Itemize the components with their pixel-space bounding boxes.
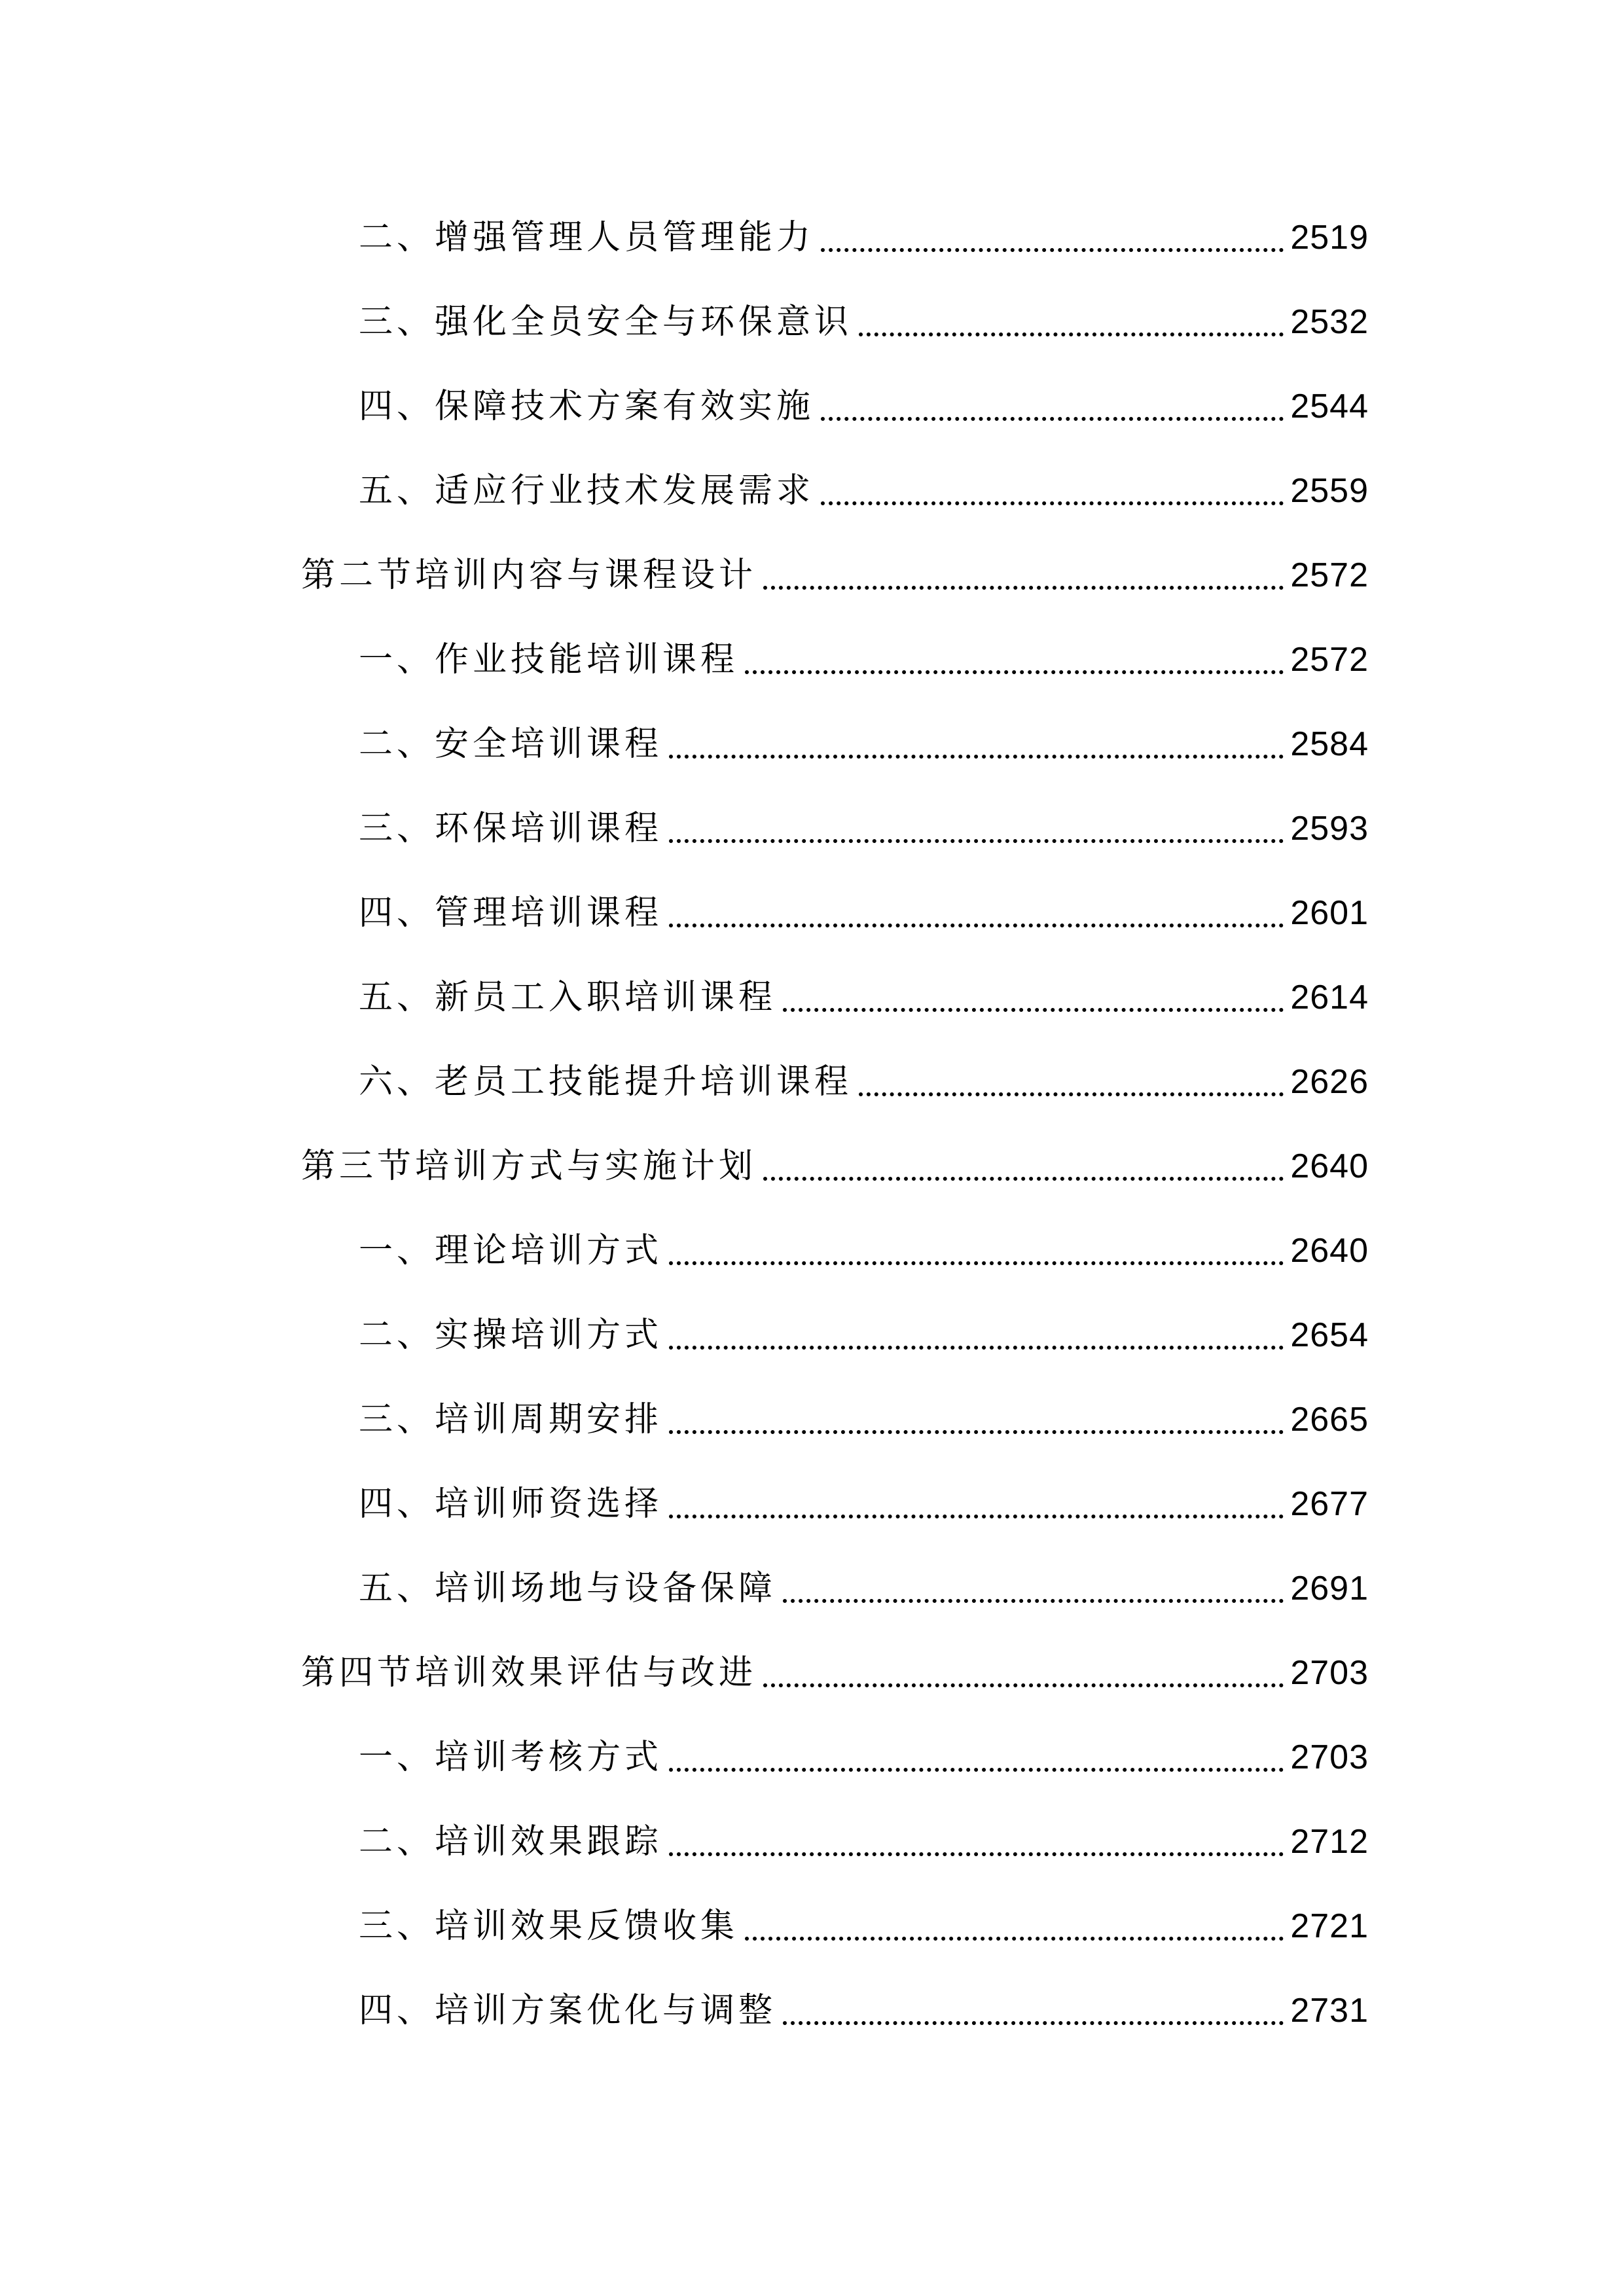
toc-entry-title: 第二节培训内容与课程设计 xyxy=(301,556,757,595)
toc-entry[interactable] xyxy=(359,1984,1369,2037)
toc-entry[interactable] xyxy=(359,1900,1369,1952)
toc-section-heading[interactable] xyxy=(301,1647,1369,1699)
toc-entry[interactable] xyxy=(359,971,1369,1024)
toc-page-number: 2721 xyxy=(1290,1907,1369,1945)
toc-dot-leader xyxy=(669,1768,1284,1772)
toc-page-number: 2626 xyxy=(1290,1063,1369,1101)
toc-page-number: 2665 xyxy=(1290,1401,1369,1439)
toc-entry-title: 一、培训考核方式 xyxy=(359,1738,663,1777)
toc-dot-leader xyxy=(821,501,1284,505)
toc-entry[interactable] xyxy=(359,1309,1369,1361)
toc-page-number: 2601 xyxy=(1290,894,1369,932)
toc-entry-title: 五、适应行业技术发展需求 xyxy=(359,471,815,511)
toc-dot-leader xyxy=(783,1599,1284,1603)
toc-page-number: 2703 xyxy=(1290,1654,1369,1692)
toc-entry-title: 五、培训场地与设备保障 xyxy=(359,1569,777,1608)
toc-dot-leader xyxy=(859,332,1284,336)
toc-entry-title: 一、理论培训方式 xyxy=(359,1231,663,1270)
toc-dot-leader xyxy=(821,417,1284,421)
toc-page-number: 2544 xyxy=(1290,387,1369,425)
toc-page-number: 2559 xyxy=(1290,472,1369,510)
toc-entry-title: 第四节培训效果评估与改进 xyxy=(301,1653,757,1693)
toc-entry-title: 六、老员工技能提升培训课程 xyxy=(359,1062,853,1102)
toc-page-number: 2584 xyxy=(1290,725,1369,763)
toc-dot-leader xyxy=(669,755,1284,759)
toc-page-number: 2731 xyxy=(1290,1992,1369,2030)
toc-dot-leader xyxy=(669,924,1284,927)
toc-dot-leader xyxy=(859,1092,1284,1096)
toc-entry[interactable] xyxy=(359,1731,1369,1784)
toc-entry-title: 二、实操培训方式 xyxy=(359,1316,663,1355)
toc-entry[interactable] xyxy=(359,296,1369,348)
toc-entry[interactable] xyxy=(359,211,1369,264)
toc-page-number: 2640 xyxy=(1290,1147,1369,1185)
toc-dot-leader xyxy=(669,1346,1284,1350)
toc-entry-title: 二、培训效果跟踪 xyxy=(359,1822,663,1861)
toc-dot-leader xyxy=(763,1177,1284,1181)
toc-dot-leader xyxy=(669,1515,1284,1518)
toc-page-number: 2712 xyxy=(1290,1823,1369,1861)
toc-entry-title: 三、强化全员安全与环保意识 xyxy=(359,302,853,342)
toc-entry[interactable] xyxy=(359,718,1369,770)
toc-dot-leader xyxy=(745,670,1284,674)
toc-entry[interactable] xyxy=(359,1393,1369,1446)
toc-dot-leader xyxy=(745,1937,1284,1941)
toc-entry[interactable] xyxy=(359,1478,1369,1530)
toc-entry[interactable] xyxy=(359,1225,1369,1277)
toc-page-number: 2677 xyxy=(1290,1485,1369,1523)
toc-page-number: 2572 xyxy=(1290,641,1369,679)
toc-page-number: 2691 xyxy=(1290,1570,1369,1607)
toc-entry-title: 第三节培训方式与实施计划 xyxy=(301,1147,757,1186)
toc-entry-title: 四、培训师资选择 xyxy=(359,1484,663,1524)
toc-dot-leader xyxy=(669,839,1284,843)
toc-entry[interactable] xyxy=(359,1056,1369,1108)
toc-entry-title: 五、新员工入职培训课程 xyxy=(359,978,777,1017)
toc-entry[interactable] xyxy=(359,1816,1369,1868)
toc-dot-leader xyxy=(783,2021,1284,2025)
toc-section-heading[interactable] xyxy=(301,549,1369,601)
toc-entry-title: 四、保障技术方案有效实施 xyxy=(359,387,815,426)
toc-entry[interactable] xyxy=(359,802,1369,855)
toc-entry[interactable] xyxy=(359,380,1369,433)
toc-entry-title: 二、安全培训课程 xyxy=(359,725,663,764)
toc-dot-leader xyxy=(669,1430,1284,1434)
toc-entry-title: 三、培训效果反馈收集 xyxy=(359,1907,739,1946)
toc-entry-title: 四、管理培训课程 xyxy=(359,893,663,933)
toc-section-heading[interactable] xyxy=(301,1140,1369,1193)
toc-entry[interactable] xyxy=(359,465,1369,517)
toc-entry-title: 一、作业技能培训课程 xyxy=(359,640,739,679)
toc-dot-leader xyxy=(821,248,1284,252)
toc-entry-title: 二、增强管理人员管理能力 xyxy=(359,218,815,257)
toc-entry-title: 四、培训方案优化与调整 xyxy=(359,1991,777,2030)
toc-entry[interactable] xyxy=(359,634,1369,686)
toc-page-number: 2572 xyxy=(1290,556,1369,594)
toc-page-number: 2703 xyxy=(1290,1738,1369,1776)
toc-entry-title: 三、培训周期安排 xyxy=(359,1400,663,1439)
toc-page-number: 2640 xyxy=(1290,1232,1369,1270)
toc-dot-leader xyxy=(783,1008,1284,1012)
toc-page-number: 2519 xyxy=(1290,219,1369,257)
toc-dot-leader xyxy=(669,1852,1284,1856)
toc-entry-title: 三、环保培训课程 xyxy=(359,809,663,848)
toc-page-number: 2654 xyxy=(1290,1316,1369,1354)
toc-entry[interactable] xyxy=(359,887,1369,939)
toc-dot-leader xyxy=(669,1261,1284,1265)
toc-page-number: 2532 xyxy=(1290,303,1369,341)
toc-dot-leader xyxy=(763,1683,1284,1687)
toc-page-number: 2614 xyxy=(1290,978,1369,1016)
toc-dot-leader xyxy=(763,586,1284,590)
toc-page-number: 2593 xyxy=(1290,810,1369,848)
toc-entry[interactable] xyxy=(359,1562,1369,1615)
